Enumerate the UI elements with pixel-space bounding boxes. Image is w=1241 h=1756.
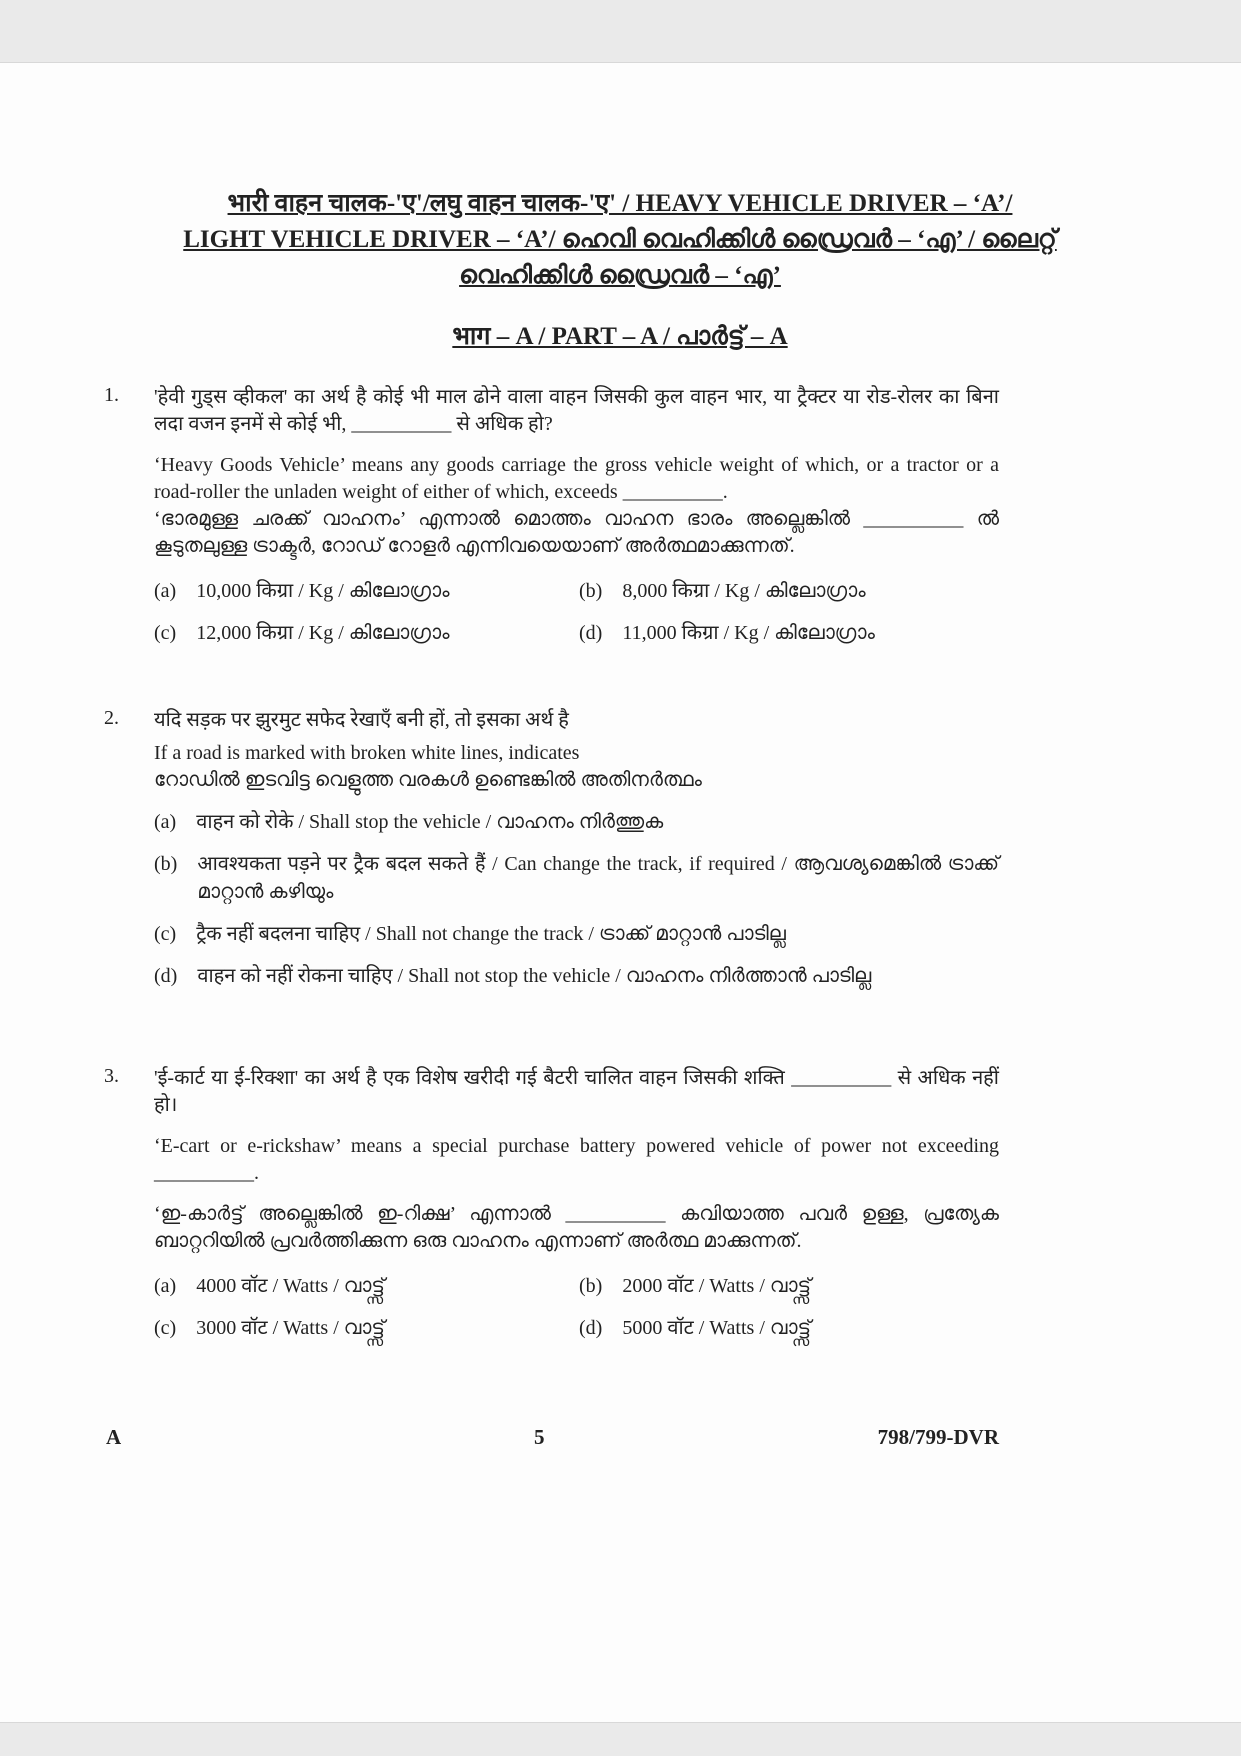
option-d [579, 1315, 999, 1341]
option-c [154, 920, 999, 948]
option-label: (c) [154, 1317, 177, 1339]
option-text: 12,000 किग्रा / Kg / കിലോഗ്രാം [196, 622, 450, 644]
question-hindi: 'हेवी गुड्स व्हीकल' का अर्थ है कोई भी माल ढोने वाला वाहन जिसकी कुल वाहन भार, या ट्रैक्टर या रोड-रोलर का बिना लदा वजन इनमें से कोई भी, __________ से अधिक हो? [154, 386, 999, 435]
option-text: वाहन को रोके / Shall stop the vehicle / വാഹനം നിർത്തുക [196, 811, 664, 833]
option-label: (d) [579, 622, 603, 644]
option-d [579, 620, 999, 646]
question-1 [104, 384, 999, 646]
footer-page-number: 5 [534, 1425, 545, 1449]
footer-code: 798/799-DVR [877, 1425, 999, 1449]
option-text: 8,000 किग्रा / Kg / കിലോഗ്രാം [622, 580, 866, 602]
option-c [154, 1315, 579, 1341]
scan-top-margin [0, 0, 1241, 63]
question-number: 3. [104, 1065, 119, 1087]
option-label: (b) [154, 853, 178, 875]
option-text: 5000 वॉट / Watts / വാട്ട്സ് [622, 1317, 812, 1339]
option-a [154, 1273, 579, 1299]
option-label: (b) [579, 1275, 603, 1297]
option-label: (c) [154, 923, 177, 945]
option-c [154, 620, 579, 646]
question-english: If a road is marked with broken white lines, indicates [154, 742, 580, 764]
title-line-1: भारी वाहन चालक-'ए'/लघु वाहन चालक-'ए' / HEAVY VEHICLE DRIVER – ‘A’/ [227, 190, 1013, 217]
footer-series: A [106, 1425, 122, 1449]
option-text: ट्रैक नहीं बदलना चाहिए / Shall not change the track / ട്രാക്ക് മാറ്റാൻ പാടില്ല [196, 923, 786, 945]
option-text: 11,000 किग्रा / Kg / കിലോഗ്രാം [622, 622, 875, 644]
option-text: आवश्यकता पड़ने पर ट्रैक बदल सकते हैं / Can change the track, if required / ആവശ്യമെങ്കിൽ ട്രാക്ക് മാറ്റാൻ കഴിയും [197, 853, 999, 903]
question-2 [104, 707, 999, 990]
question-3 [104, 1065, 999, 1341]
question-number: 1. [104, 384, 119, 406]
title-line-2: LIGHT VEHICLE DRIVER – ‘A’/ ഹെവി വെഹിക്കിൾ ഡ്രൈവർ – ‘എ’ / ലൈറ്റ് [183, 226, 1057, 253]
question-english: ‘E-cart or e-rickshaw’ means a special purchase battery powered vehicle of power not exceeding __________. [154, 1135, 999, 1184]
option-b [154, 850, 999, 906]
option-text: 4000 वॉट / Watts / വാട്ട്സ് [196, 1275, 385, 1297]
question-malayalam: ‘ഭാരമുള്ള ചരക്ക് വാഹനം’ എന്നാൽ മൊത്തം വാഹന ഭാരം അല്ലെങ്കിൽ __________ ൽ കൂടുതലുള്ള ട്രാക്ടർ, റോഡ് റോളർ എന്നിവയെയാണ് അർത്ഥമാക്കുന്നത്. [154, 508, 999, 557]
question-number: 2. [104, 707, 119, 729]
option-d [154, 962, 999, 990]
scan-bottom-margin [0, 1722, 1241, 1756]
document-title [100, 186, 1140, 294]
option-label: (c) [154, 622, 177, 644]
question-hindi: 'ई-कार्ट या ई-रिक्शा' का अर्थ है एक विशेष खरीदी गई बैटरी चालित वाहन जिसकी शक्ति __________ से अधिक नहीं हो। [154, 1067, 999, 1116]
question-english: ‘Heavy Goods Vehicle’ means any goods carriage the gross vehicle weight of which, or a tractor or a road-roller the unladen weight of either of which, exceeds __________. [154, 454, 999, 503]
option-text: 3000 वॉट / Watts / വാട്ട്സ് [196, 1317, 385, 1339]
option-label: (a) [154, 1275, 177, 1297]
option-a [154, 578, 579, 604]
option-label: (b) [579, 580, 603, 602]
question-malayalam: ‘ഇ-കാർട്ട് അല്ലെങ്കിൽ ഇ-റിക്ഷ’ എന്നാൽ __________ കവിയാത്ത പവർ ഉള്ള, പ്രത്യേക ബാറ്ററിയിൽ പ്രവർത്തിക്കുന്ന ഒരു വാഹനം എന്നാണ് അർത്ഥ മാക്കുന്നത്. [154, 1203, 999, 1252]
option-b [579, 578, 999, 604]
option-label: (a) [154, 580, 177, 602]
option-text: वाहन को नहीं रोकना चाहिए / Shall not stop the vehicle / വാഹനം നിർത്താൻ പാടില്ല [197, 965, 872, 987]
option-label: (a) [154, 811, 177, 833]
title-line-3: വെഹിക്കിൾ ഡ്രൈവർ – ‘എ’ [459, 262, 781, 289]
option-label: (d) [579, 1317, 603, 1339]
question-hindi: यदि सड़क पर झुरमुट सफेद रेखाएँ बनी हों, तो इसका अर्थ है [154, 709, 569, 731]
question-malayalam: റോഡിൽ ഇടവിട്ട വെളുത്ത വരകൾ ഉണ്ടെങ്കിൽ അതിനർത്ഥം [154, 769, 702, 791]
option-b [579, 1273, 999, 1299]
option-label: (d) [154, 965, 178, 987]
option-text: 10,000 किग्रा / Kg / കിലോഗ്രാം [196, 580, 450, 602]
option-a [154, 808, 999, 836]
option-text: 2000 वॉट / Watts / വാട്ട്സ് [622, 1275, 812, 1297]
part-heading: भाग – A / PART – A / പാർട്ട് – A [452, 323, 788, 350]
